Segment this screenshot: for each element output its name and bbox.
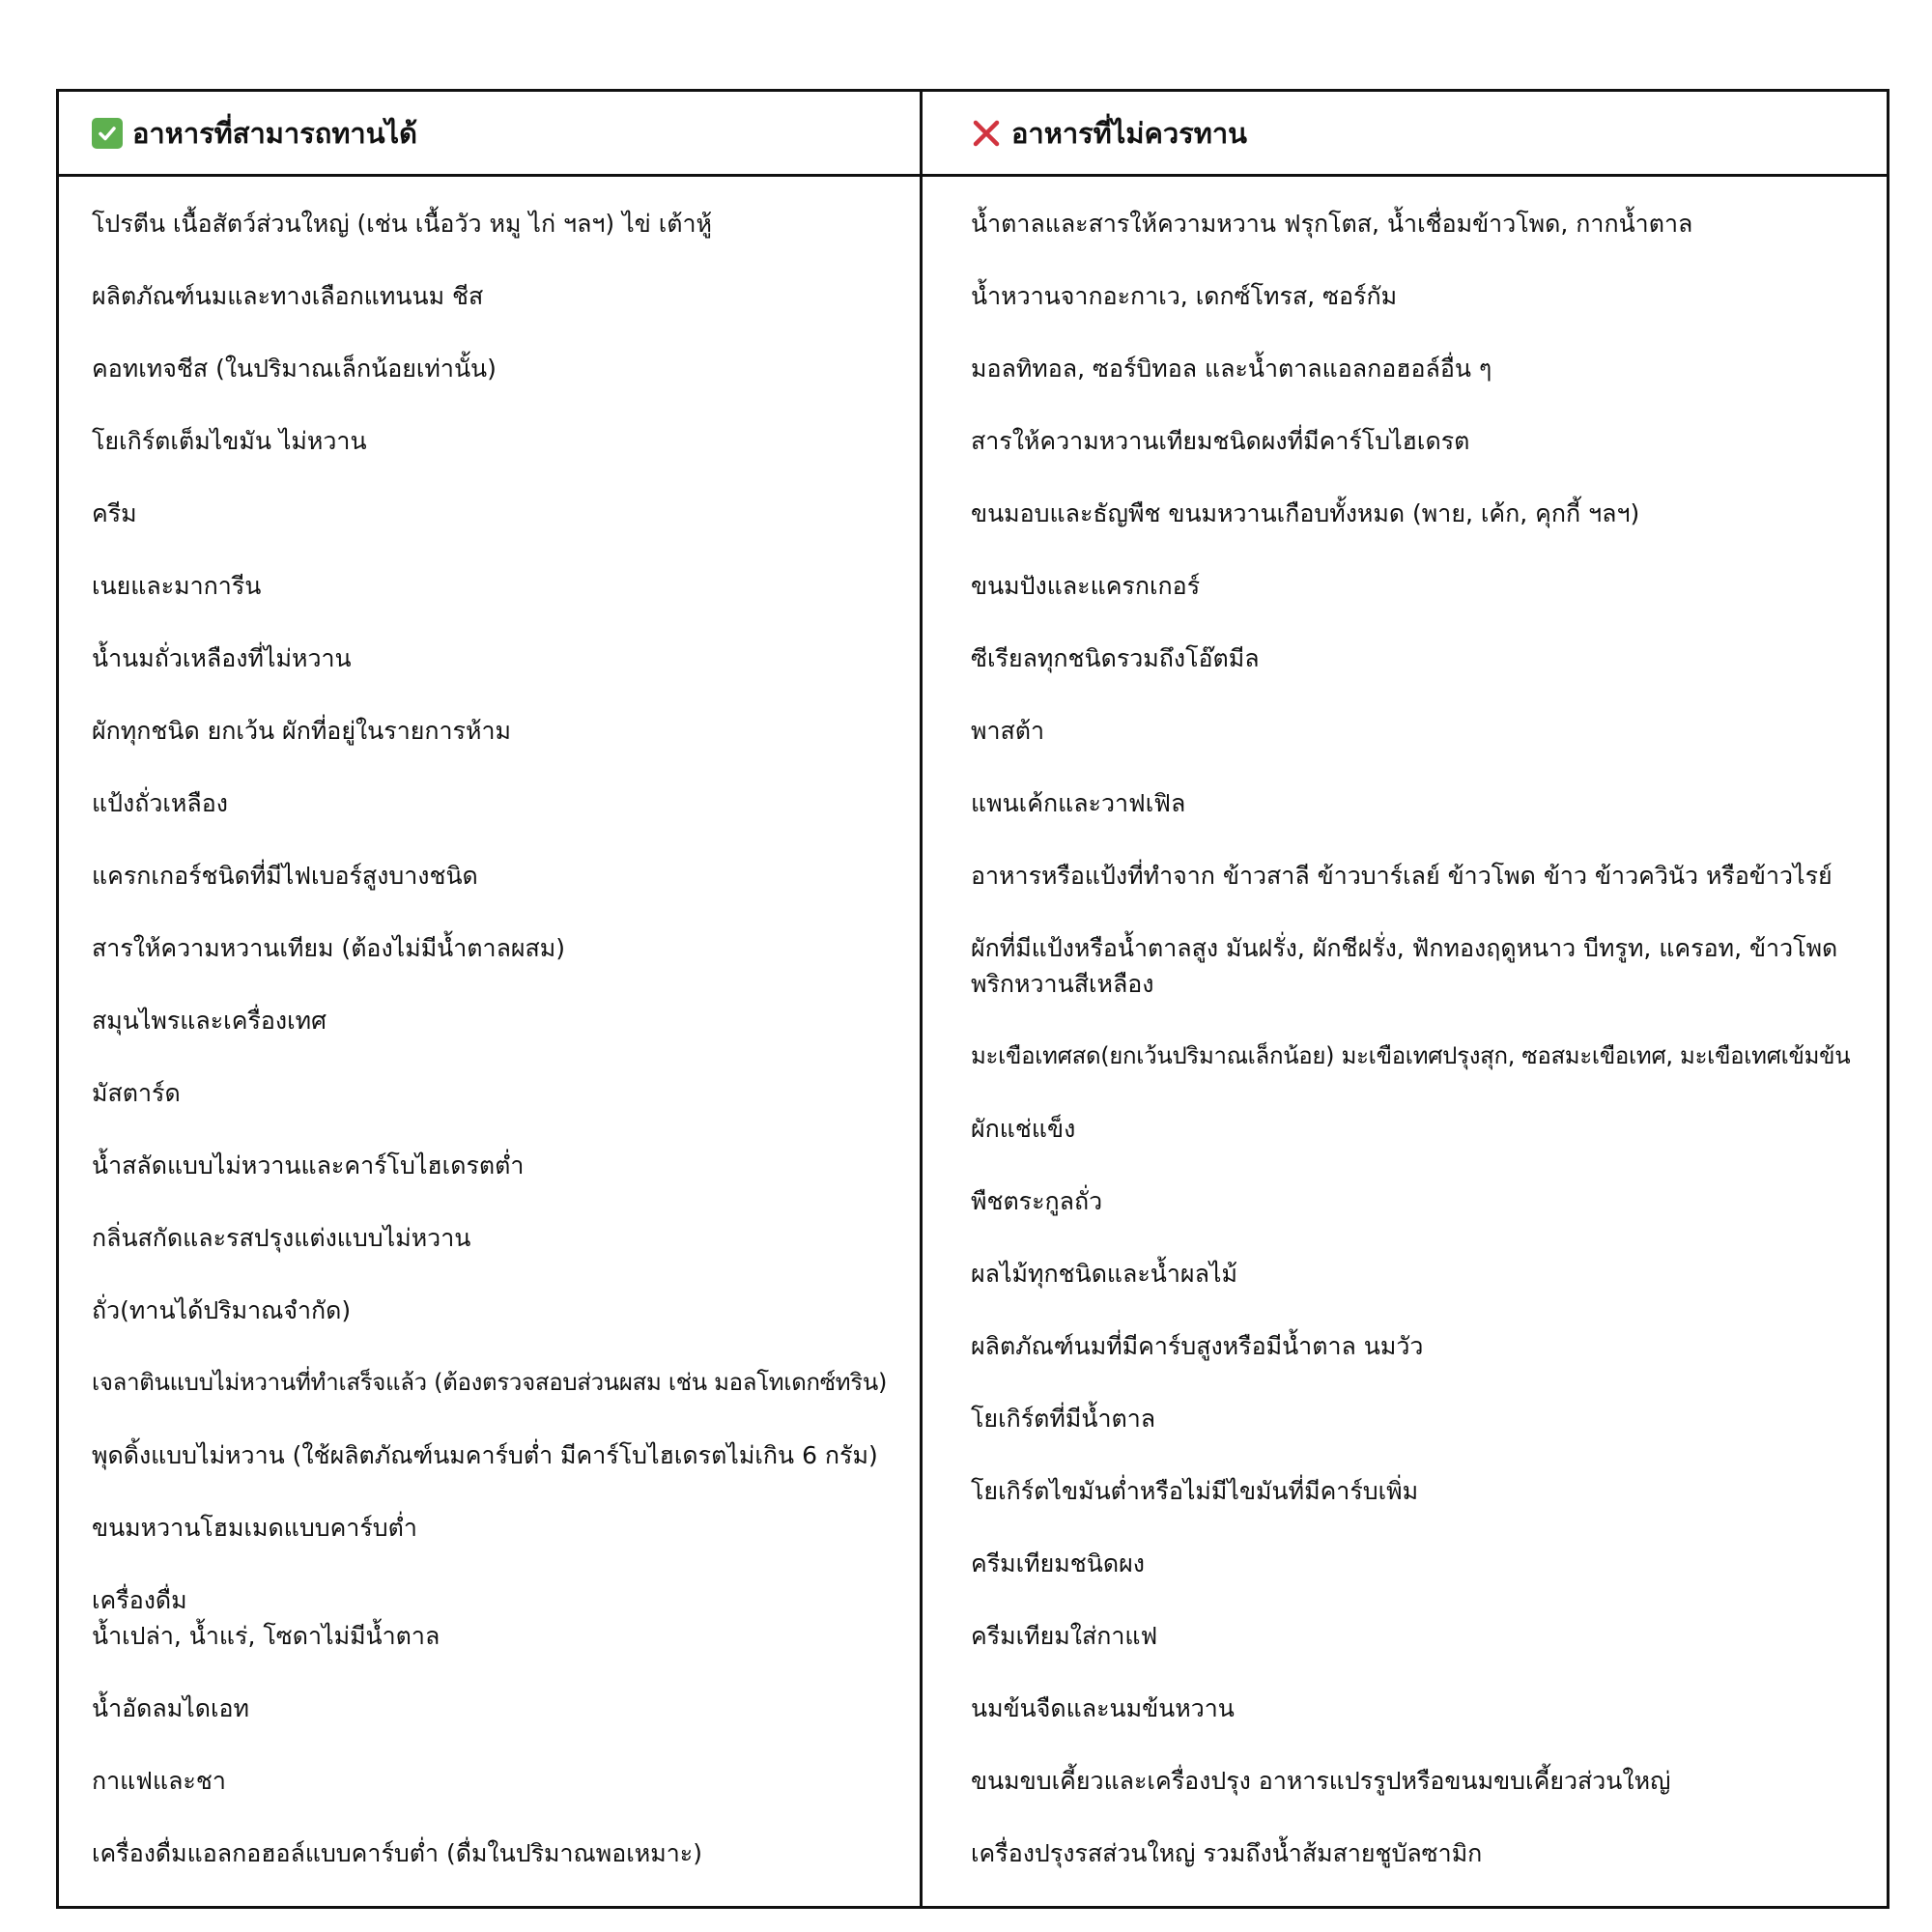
allowed-item: กาแฟและชา <box>92 1767 226 1795</box>
allowed-item: มัสตาร์ด <box>92 1079 181 1107</box>
avoid-item: พืชตระกูลถั่ว <box>971 1187 1103 1215</box>
avoid-item: ขนมอบและธัญพืช ขนมหวานเกือบทั้งหมด (พาย, เค้ก, คุกกี้ ฯลฯ) <box>971 499 1640 527</box>
allowed-item: น้ำสลัดแบบไม่หวานและคาร์โบไฮเดรตต่ำ <box>92 1151 525 1179</box>
avoid-item: ครีมเทียมใส่กาแฟ <box>971 1622 1158 1650</box>
allowed-item: สารให้ความหวานเทียม (ต้องไม่มีน้ำตาลผสม) <box>92 934 566 962</box>
allowed-item: กลิ่นสกัดและรสปรุงแต่งแบบไม่หวาน <box>92 1224 471 1252</box>
allowed-item: โยเกิร์ตเต็มไขมัน ไม่หวาน <box>92 427 367 455</box>
allowed-item: เครื่องดื่มแอลกอฮอล์แบบคาร์บต่ำ (ดื่มในปริมาณพอเหมาะ) <box>92 1839 702 1867</box>
allowed-item: น้ำอัดลมไดเอท <box>92 1694 250 1722</box>
allowed-item: แครกเกอร์ชนิดที่มีไฟเบอร์สูงบางชนิด <box>92 862 478 890</box>
avoid-item: ผลไม้ทุกชนิดและน้ำผลไม้ <box>971 1260 1237 1288</box>
avoid-item: พาสต้า <box>971 717 1045 745</box>
check-mark-icon <box>92 118 123 149</box>
allowed-item: น้ำนมถั่วเหลืองที่ไม่หวาน <box>92 644 352 672</box>
avoid-item: ขนมขบเคี้ยวและเครื่องปรุง อาหารแปรรูปหรือขนมขบเคี้ยวส่วนใหญ่ <box>971 1767 1671 1795</box>
avoid-item: นมข้นจืดและนมข้นหวาน <box>971 1694 1235 1722</box>
avoid-item: มอลทิทอล, ซอร์บิทอล และน้ำตาลแอลกอฮอล์อื่น ๆ <box>971 355 1492 383</box>
avoid-item: แพนเค้กและวาฟเฟิล <box>971 789 1186 817</box>
allowed-item: ครีม <box>92 499 137 527</box>
avoid-item: ผักแช่แข็ง <box>971 1115 1076 1143</box>
allowed-item: ขนมหวานโฮมเมดแบบคาร์บต่ำ <box>92 1514 417 1542</box>
allowed-item: เครื่องดื่ม น้ำเปล่า, น้ำแร่, โซดาไม่มีน้ำตาล <box>92 1586 440 1650</box>
allowed-foods-title: อาหารที่สามารถทานได้ <box>132 116 417 150</box>
avoid-item: สารให้ความหวานเทียมชนิดผงที่มีคาร์โบไฮเดรต <box>971 427 1470 455</box>
avoid-item: โยเกิร์ตที่มีน้ำตาล <box>971 1405 1156 1433</box>
food-comparison-table <box>56 89 1889 1909</box>
allowed-item: ผลิตภัณฑ์นมและทางเลือกแทนนม ชีส <box>92 282 484 310</box>
allowed-item: ผักทุกชนิด ยกเว้น ผักที่อยู่ในรายการห้าม <box>92 717 511 745</box>
avoid-item: น้ำหวานจากอะกาเว, เดกซ์โทรส, ซอร์กัม <box>971 282 1398 310</box>
allowed-item: เจลาตินแบบไม่หวานที่ทำเสร็จแล้ว (ต้องตรวจสอบส่วนผสม เช่น มอลโทเดกซ์ทริน) <box>92 1369 888 1396</box>
allowed-item: เนยและมาการีน <box>92 572 262 600</box>
allowed-item: แป้งถั่วเหลือง <box>92 789 228 817</box>
cross-mark-icon <box>971 118 1002 149</box>
allowed-item: สมุนไพรและเครื่องเทศ <box>92 1007 327 1035</box>
avoid-item: ผักที่มีแป้งหรือน้ำตาลสูง มันฝรั่ง, ผักชีฝรั่ง, ฟักทองฤดูหนาว บีทรูท, แครอท, ข้าวโพด พริกหวานสีเหลือง <box>971 934 1838 998</box>
allowed-item: โปรตีน เนื้อสัตว์ส่วนใหญ่ (เช่น เนื้อวัว หมู ไก่ ฯลฯ) ไข่ เต้าหู้ <box>92 210 713 238</box>
allowed-foods-list <box>59 177 923 1908</box>
allowed-foods-header <box>59 92 923 177</box>
avoid-item: ซีเรียลทุกชนิดรวมถึงโอ๊ตมีล <box>971 644 1260 672</box>
avoid-foods-title: อาหารที่ไม่ควรทาน <box>1011 116 1247 150</box>
avoid-item: อาหารหรือแป้งที่ทำจาก ข้าวสาลี ข้าวบาร์เลย์ ข้าวโพด ข้าว ข้าวควินัว หรือข้าวไรย์ <box>971 862 1833 890</box>
avoid-item: มะเขือเทศสด(ยกเว้นปริมาณเล็กน้อย) มะเขือเทศปรุงสุก, ซอสมะเขือเทศ, มะเขือเทศเข้มข้น <box>971 1042 1851 1069</box>
avoid-item: ครีมเทียมชนิดผง <box>971 1549 1145 1577</box>
allowed-item: คอทเทจชีส (ในปริมาณเล็กน้อยเท่านั้น) <box>92 355 497 383</box>
avoid-item: เครื่องปรุงรสส่วนใหญ่ รวมถึงน้ำส้มสายชูบัลซามิก <box>971 1839 1483 1867</box>
avoid-item: ผลิตภัณฑ์นมที่มีคาร์บสูงหรือมีน้ำตาล นมวัว <box>971 1332 1424 1360</box>
allowed-item: พุดดิ้งแบบไม่หวาน (ใช้ผลิตภัณฑ์นมคาร์บต่ำ มีคาร์โบไฮเดรตไม่เกิน 6 กรัม) <box>92 1441 878 1469</box>
avoid-item: ขนมปังและแครกเกอร์ <box>971 572 1201 600</box>
avoid-foods-header <box>923 92 1887 177</box>
avoid-foods-list <box>923 177 1887 1908</box>
avoid-item: โยเกิร์ตไขมันต่ำหรือไม่มีไขมันที่มีคาร์บเพิ่ม <box>971 1477 1419 1505</box>
allowed-item: ถั่ว(ทานได้ปริมาณจำกัด) <box>92 1296 352 1324</box>
avoid-item: น้ำตาลและสารให้ความหวาน ฟรุกโตส, น้ำเชื่อมข้าวโพด, กากน้ำตาล <box>971 210 1693 238</box>
